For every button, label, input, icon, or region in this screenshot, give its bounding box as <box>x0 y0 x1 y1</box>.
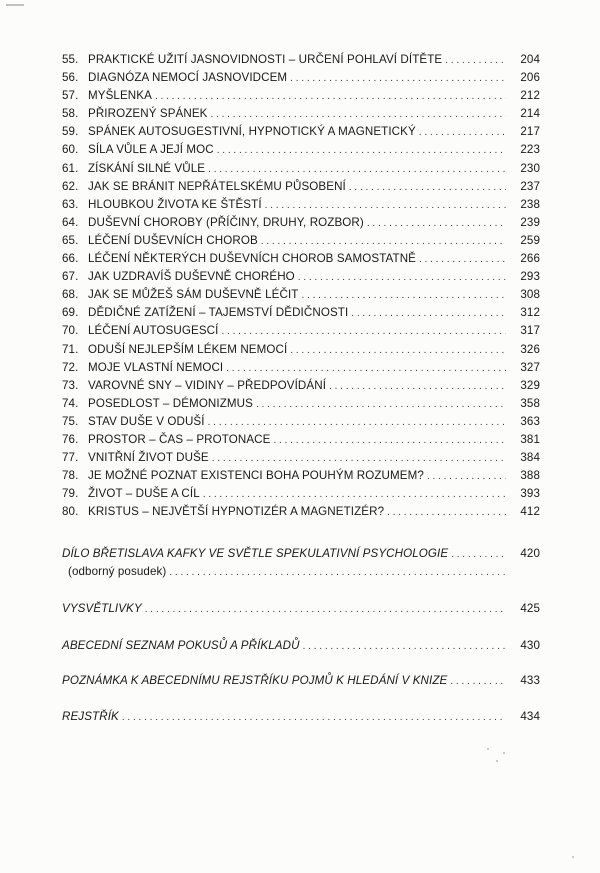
toc-entry <box>62 105 540 123</box>
leader-dots <box>145 601 506 619</box>
entry-number: 65. <box>62 233 79 247</box>
page-number: 425 <box>520 602 540 615</box>
entry-title: MOJE VLASTNÍ NEMOCI <box>88 360 224 374</box>
toc-section-poznamka <box>62 672 540 690</box>
toc-section-rejstrik <box>62 708 540 726</box>
toc-entry <box>62 268 540 286</box>
leader-dots <box>387 504 506 522</box>
section-title: POZNÁMKA K ABECEDNÍMU REJSTŘÍKU POJMŮ K HLEDÁNÍ V KNIZE <box>62 674 448 687</box>
entry-number: 66. <box>62 252 79 266</box>
toc-entry <box>62 250 540 268</box>
paper-speck <box>572 856 574 858</box>
entry-number: 60. <box>62 143 79 157</box>
entry-number: 74. <box>62 396 79 410</box>
section-subtitle: (odborný posudek) <box>68 565 167 578</box>
toc-entry <box>62 413 540 431</box>
toc-row <box>62 545 540 563</box>
entry-number: 69. <box>62 306 79 320</box>
page-number: 214 <box>520 107 540 121</box>
toc-entry <box>62 503 540 521</box>
page-number: 206 <box>520 71 540 85</box>
entry-number: 64. <box>62 215 79 229</box>
leader-dots <box>419 251 506 269</box>
entry-title: VAROVNÉ SNY – VIDINY – PŘEDPOVÍDÁNÍ <box>88 378 327 392</box>
entry-title: ŽIVOT – DUŠE A CÍL <box>88 487 200 501</box>
entry-title: ODUŠÍ NEJLEPŠÍM LÉKEM NEMOCÍ <box>88 342 288 356</box>
entry-title: PŘIROZENÝ SPÁNEK <box>88 107 208 121</box>
toc-row <box>62 600 540 618</box>
section-title: REJSTŘÍK <box>62 710 119 723</box>
section-title: DÍLO BŘETISLAVA KAFKY VE SVĚTLE SPEKULATIVNÍ PSYCHOLOGIE <box>62 547 449 560</box>
toc-entry <box>62 141 540 159</box>
toc-entry <box>62 449 540 467</box>
entry-number: 68. <box>62 288 79 302</box>
entry-number: 77. <box>62 451 79 465</box>
toc-entry <box>62 196 540 214</box>
page-number: 430 <box>520 639 540 652</box>
toc-row <box>62 708 540 726</box>
paper-speck <box>496 760 498 762</box>
entry-title: MYŠLENKA <box>88 89 152 103</box>
toc-entry <box>62 304 540 322</box>
page-number: 238 <box>520 197 540 211</box>
entry-number: 56. <box>62 71 79 85</box>
entry-number: 62. <box>62 179 79 193</box>
entry-number: 63. <box>62 197 79 211</box>
entry-title: POSEDLOST – DÉMONIZMUS <box>88 396 253 410</box>
entry-number: 79. <box>62 487 79 501</box>
leader-dots <box>122 709 506 727</box>
paper-speck <box>503 752 505 754</box>
toc-section-dilo <box>62 545 540 581</box>
entry-number: 72. <box>62 360 79 374</box>
toc-entry <box>62 178 540 196</box>
entry-title: DUŠEVNÍ CHOROBY (PŘÍČINY, DRUHY, ROZBOR) <box>88 215 364 229</box>
entry-title: KRISTUS – NEJVĚTŠÍ HYPNOTIZÉR A MAGNETIZÉR? <box>88 505 385 519</box>
leader-dots <box>290 70 506 88</box>
entry-number: 78. <box>62 469 79 483</box>
page-number: 317 <box>520 324 540 338</box>
leader-dots <box>445 52 506 70</box>
leader-dots <box>226 360 506 378</box>
page-number: 293 <box>520 270 540 284</box>
leader-dots <box>217 142 506 160</box>
page-number: 239 <box>520 215 540 229</box>
entry-title: VNITŘNÍ ŽIVOT DUŠE <box>88 451 209 465</box>
leader-dots <box>419 124 506 142</box>
paper-speck <box>487 748 489 750</box>
entry-title: SÍLA VŮLE A JEJÍ MOC <box>88 143 214 157</box>
page-number: 204 <box>520 53 540 66</box>
entry-number: 67. <box>62 270 79 284</box>
section-title: VYSVĚTLIVKY <box>62 602 142 615</box>
toc-entry <box>62 395 540 413</box>
entry-number: 71. <box>62 342 79 356</box>
leader-dots <box>290 342 506 360</box>
leader-dots <box>450 673 506 691</box>
page-number: 326 <box>520 342 540 356</box>
toc-entry <box>62 431 540 449</box>
toc-entry <box>62 69 540 87</box>
entry-number: 59. <box>62 125 79 139</box>
entry-number: 57. <box>62 89 79 103</box>
entry-title: SPÁNEK AUTOSUGESTIVNÍ, HYPNOTICKÝ A MAGNETICKÝ <box>88 125 416 139</box>
toc-row <box>62 637 540 655</box>
leader-dots <box>301 287 506 305</box>
entry-title: LÉČENÍ NĚKTERÝCH DUŠEVNÍCH CHOROB SAMOSTATNĚ <box>88 252 416 266</box>
page-number: 434 <box>520 710 540 723</box>
leader-dots <box>265 197 506 215</box>
leader-dots <box>211 106 507 124</box>
leader-dots <box>427 468 506 486</box>
leader-dots <box>367 215 506 233</box>
page-number: 217 <box>520 125 540 139</box>
section-title: ABECEDNÍ SEZNAM POKUSŮ A PŘÍKLADŮ <box>62 639 300 652</box>
toc-entry <box>62 214 540 232</box>
leader-dots <box>329 378 506 396</box>
entry-number: 73. <box>62 378 79 392</box>
leader-dots <box>169 564 506 582</box>
toc-section-seznam <box>62 637 540 655</box>
leader-dots <box>303 638 506 656</box>
toc-entry <box>62 341 540 359</box>
leader-dots <box>208 414 506 432</box>
page-number: 420 <box>520 547 540 560</box>
leader-dots <box>212 450 506 468</box>
entry-title: JAK SE MŮŽEŠ SÁM DUŠEVNĚ LÉČIT <box>88 288 299 302</box>
entry-title: STAV DUŠE V ODUŠÍ <box>88 414 205 428</box>
page-number: 363 <box>520 414 540 428</box>
page-number: 223 <box>520 143 540 157</box>
page-number: 433 <box>520 674 540 687</box>
toc-row <box>62 672 540 690</box>
page-number: 393 <box>520 487 540 501</box>
page-number: 237 <box>520 179 540 193</box>
toc-entry <box>62 377 540 395</box>
leader-dots <box>256 396 506 414</box>
toc-entry <box>62 322 540 340</box>
entry-title: JE MOŽNÉ POZNAT EXISTENCI BOHA POUHÝM ROZUMEM? <box>88 469 424 483</box>
entry-title: PROSTOR – ČAS – PROTONACE <box>88 432 271 446</box>
toc-entry <box>62 51 540 69</box>
entry-number: 75. <box>62 414 79 428</box>
page-number: 312 <box>520 306 540 320</box>
entry-title: LÉČENÍ AUTOSUGESCÍ <box>88 324 219 338</box>
page-number: 381 <box>520 432 540 446</box>
toc-entry <box>62 160 540 178</box>
toc-row <box>62 563 540 581</box>
page-number: 266 <box>520 252 540 266</box>
toc-entry <box>62 359 540 377</box>
page-number: 230 <box>520 161 540 175</box>
toc-entry <box>62 485 540 503</box>
entry-title: LÉČENÍ DUŠEVNÍCH CHOROB <box>88 233 258 247</box>
leader-dots <box>298 269 506 287</box>
leader-dots <box>221 323 506 341</box>
toc-list <box>62 51 540 521</box>
page-number: 388 <box>520 469 540 483</box>
page-number: 412 <box>520 505 540 519</box>
toc-entry <box>62 467 540 485</box>
page-number: 358 <box>520 396 540 410</box>
page-number: 329 <box>520 378 540 392</box>
entry-title: ZÍSKÁNÍ SILNÉ VŮLE <box>88 161 206 175</box>
entry-title: DĚDIČNÉ ZATÍŽENÍ – TAJEMSTVÍ DĚDIČNOSTI <box>88 306 349 320</box>
entry-number: 70. <box>62 324 79 338</box>
page-number: 384 <box>520 451 540 465</box>
leader-dots <box>351 305 506 323</box>
entry-title: JAK SE BRÁNIT NEPŘÁTELSKÉMU PŮSOBENÍ <box>88 179 346 193</box>
page-number: 327 <box>520 360 540 374</box>
page-number: 212 <box>520 89 540 103</box>
entry-number: 76. <box>62 432 79 446</box>
leader-dots <box>349 179 506 197</box>
leader-dots <box>273 432 506 450</box>
toc-entry <box>62 232 540 250</box>
entry-title: PRAKTICKÉ UŽITÍ JASNOVIDNOSTI – URČENÍ POHLAVÍ DÍTĚTE <box>88 53 443 66</box>
entry-number: 80. <box>62 505 79 519</box>
toc-section-vysvetlivky <box>62 600 540 618</box>
entry-number: 61. <box>62 161 79 175</box>
entry-title: JAK UZDRAVÍŠ DUŠEVNĚ CHORÉHO <box>88 270 295 284</box>
leader-dots <box>451 546 506 564</box>
toc-entry <box>62 87 540 105</box>
leader-dots <box>208 161 506 179</box>
entry-number: 55. <box>62 53 79 66</box>
toc-entry <box>62 123 540 141</box>
leader-dots <box>155 88 506 106</box>
entry-title: HLOUBKOU ŽIVOTA KE ŠTĚSTÍ <box>88 197 262 211</box>
toc-entry <box>62 286 540 304</box>
leader-dots <box>261 233 506 251</box>
entry-number: 58. <box>62 107 79 121</box>
page-number: 259 <box>520 233 540 247</box>
leader-dots <box>203 486 506 504</box>
scan-mark <box>6 4 24 6</box>
page-number: 308 <box>520 288 540 302</box>
entry-title: DIAGNÓZA NEMOCÍ JASNOVIDCEM <box>88 71 288 85</box>
